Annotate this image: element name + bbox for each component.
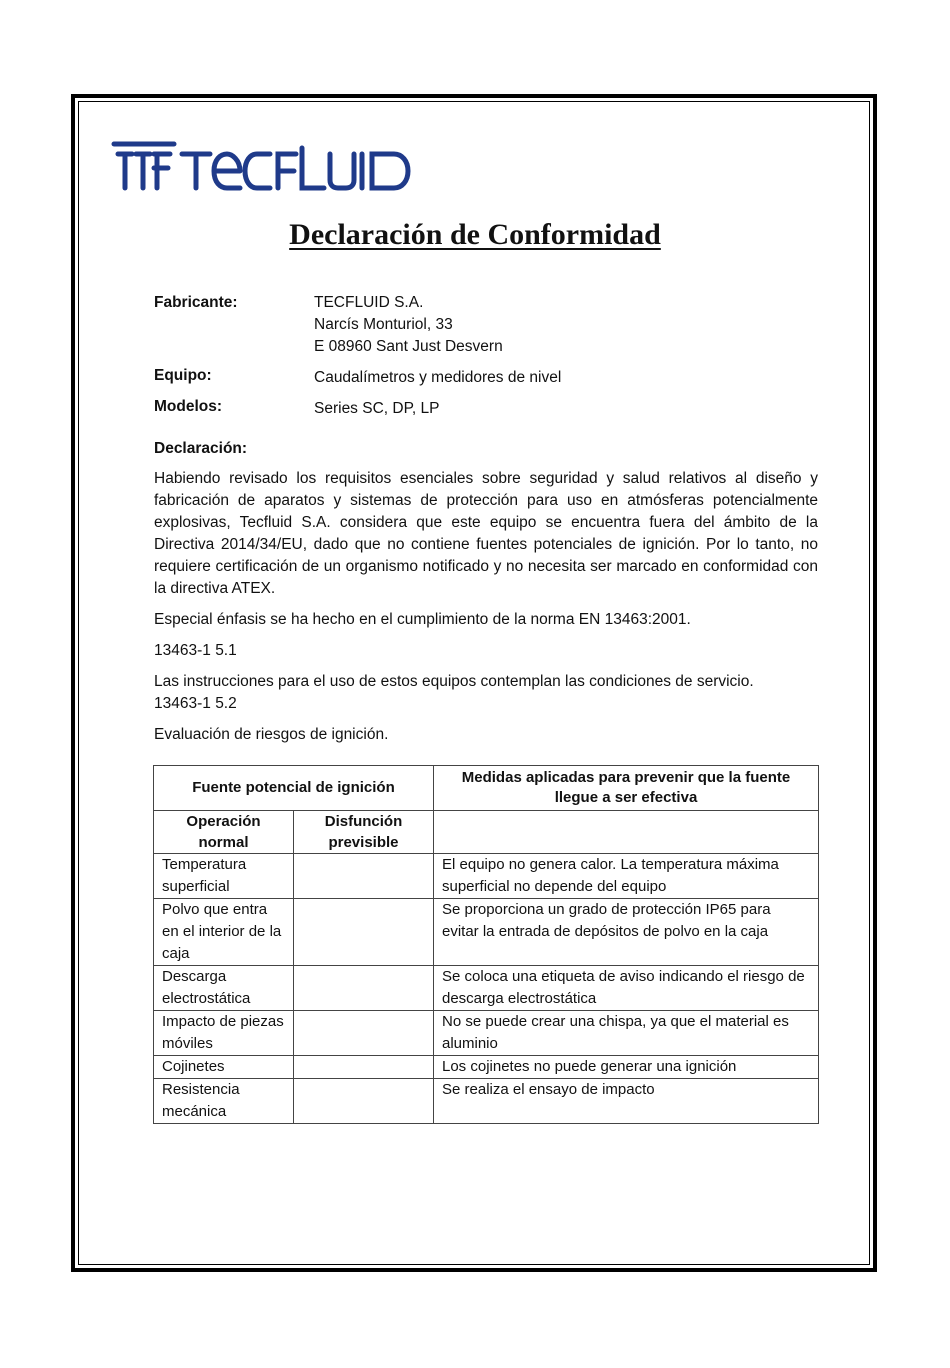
header-measures: Medidas aplicadas para prevenir que la fuente llegue a ser efectiva [434,766,819,811]
equipment-row [154,367,819,389]
manufacturer-street: Narcís Monturiol, 33 [314,316,453,333]
manufacturer-city: E 08960 Sant Just Desvern [314,338,503,355]
row-measure: Se realiza el ensayo de impacto [434,1079,819,1124]
row-measure: Se proporciona un grado de protección IP65 para evitar la entrada de depósitos de polvo en la caja [434,899,819,966]
table-row [154,1079,819,1124]
reference-5-1: 13463-1 5.1 [154,642,237,659]
row-source: Temperatura superficial [154,854,294,899]
row-source: Polvo que entra en el interior de la caja [154,899,294,966]
equipment-value: Caudalímetros y medidores de nivel [314,369,562,386]
row-measure: Los cojinetes no puede generar una ignición [434,1056,819,1079]
table-row [154,854,819,899]
reference-5-2: 13463-1 5.2 [154,695,237,712]
emphasis-paragraph: Especial énfasis se ha hecho en el cumplimiento de la norma EN 13463:2001. [154,611,691,628]
models-value: Series SC, DP, LP [314,400,440,417]
row-malfunction [294,1011,434,1056]
manufacturer-name: TECFLUID S.A. [314,294,424,311]
row-source: Resistencia mecánica [154,1079,294,1124]
tecfluid-logo [110,140,420,192]
table-header-row [154,766,819,811]
row-source: Impacto de piezas móviles [154,1011,294,1056]
row-malfunction [294,1079,434,1124]
subheader-empty [434,811,819,854]
subheader-malfunction: Disfunción previsible [294,811,434,854]
row-measure: El equipo no genera calor. La temperatura máxima superficial no depende del equipo [434,854,819,899]
equipment-label: Equipo: [154,367,212,384]
row-malfunction [294,899,434,966]
manufacturer-row [154,292,819,358]
document-meta [154,292,819,429]
row-measure: Se coloca una etiqueta de aviso indicando el riesgo de descarga electrostática [434,966,819,1011]
models-row [154,398,819,420]
row-measure: No se puede crear una chispa, ya que el material es aluminio [434,1011,819,1056]
row-source: Cojinetes [154,1056,294,1079]
instructions-paragraph: Las instrucciones para el uso de estos equipos contemplan las condiciones de servicio. [154,673,754,690]
row-source: Descarga electrostática [154,966,294,1011]
row-malfunction [294,966,434,1011]
declaration-section [154,438,818,755]
evaluation-paragraph: Evaluación de riesgos de ignición. [154,726,389,743]
row-malfunction [294,854,434,899]
declaration-heading: Declaración: [154,440,248,457]
subheader-normal: Operación normal [154,811,294,854]
table-subheader-row [154,811,819,854]
ignition-risk-table [153,765,819,1124]
manufacturer-address [314,292,503,358]
table-row [154,899,819,966]
manufacturer-label: Fabricante: [154,294,238,311]
models-label: Modelos: [154,398,223,415]
table-row [154,966,819,1011]
header-source: Fuente potencial de ignición [154,766,434,811]
table-row [154,1011,819,1056]
declaration-paragraph: Habiendo revisado los requisitos esenciales sobre seguridad y salud relativos al diseño y fabricación de aparatos y sistemas de protección para uso en atmósferas potencialmente explosivas, Tecfluid S.A. considera que este equipo se encuentra fuera del ámbito de la Directiva 2014/34/EU, dado que no contiene fuentes potenciales de ignición. Por lo tanto, no requiere certificación de un organismo notificado y no necesita ser marcado en conformidad con la directiva ATEX. [154,470,818,597]
table-row [154,1056,819,1079]
row-malfunction [294,1056,434,1079]
document-title: Declaración de Conformidad [289,218,661,251]
